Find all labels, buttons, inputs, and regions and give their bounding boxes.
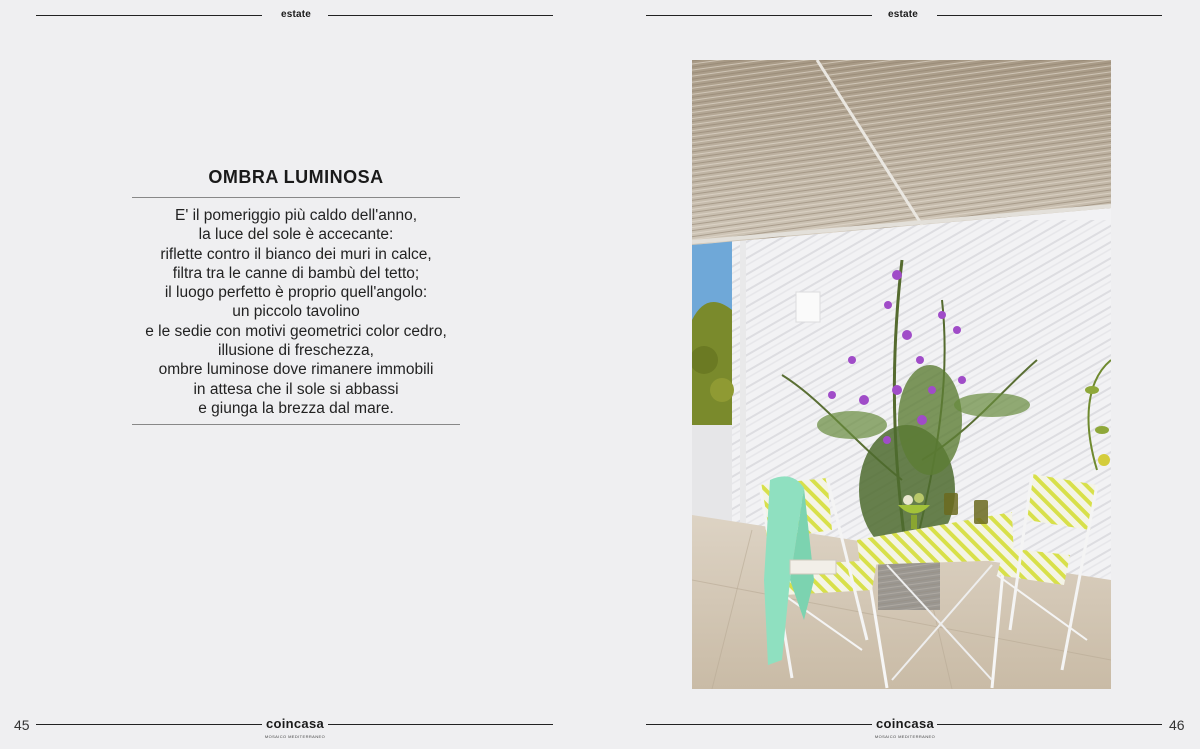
body-line: E' il pomeriggio più caldo dell'anno,	[174, 207, 417, 224]
brand-subtitle: MOSAICO MEDITERRANEO	[264, 734, 326, 739]
body-line: e giunga la brezza dal mare.	[198, 399, 394, 417]
title-divider	[132, 197, 460, 198]
page-number: 45	[14, 717, 30, 733]
right-page	[600, 0, 1200, 749]
header-rule-left	[646, 15, 872, 16]
article-body	[132, 206, 460, 418]
body-line: illusione di freschezza,	[218, 342, 374, 360]
brand-logo: coincasa	[875, 716, 935, 731]
page-number: 46	[1169, 717, 1185, 733]
body-line: la luce del sole è accecante:	[198, 226, 394, 244]
footer-rule-right	[328, 724, 553, 725]
header-rule-right	[937, 15, 1162, 16]
body-line: in attesa che il sole si abbassi	[193, 380, 399, 398]
body-line: filtra tra le canne di bambù del tetto;	[172, 264, 420, 282]
body-line: e le sedie con motivi geometrici color cedro,	[145, 322, 447, 340]
brand-subtitle: MOSAICO MEDITERRANEO	[874, 734, 936, 739]
article	[132, 165, 460, 425]
body-line: riflette contro il bianco dei muri in calce,	[160, 245, 432, 263]
section-label: estate	[280, 9, 312, 20]
header-rule-right	[328, 15, 553, 16]
footer-rule-left	[36, 724, 262, 725]
footer-rule-left	[646, 724, 872, 725]
brand-logo: coincasa	[265, 716, 325, 731]
article-title: OMBRA LUMINOSA	[208, 167, 384, 187]
header-rule-left	[36, 15, 262, 16]
body-line: un piccolo tavolino	[232, 303, 360, 321]
body-divider	[132, 424, 460, 425]
footer-rule-right	[937, 724, 1162, 725]
terrace-photo	[692, 60, 1111, 689]
body-line: il luogo perfetto è proprio quell'angolo:	[164, 284, 428, 302]
section-label: estate	[887, 9, 919, 20]
body-line: ombre luminose dove rimanere immobili	[158, 361, 434, 379]
